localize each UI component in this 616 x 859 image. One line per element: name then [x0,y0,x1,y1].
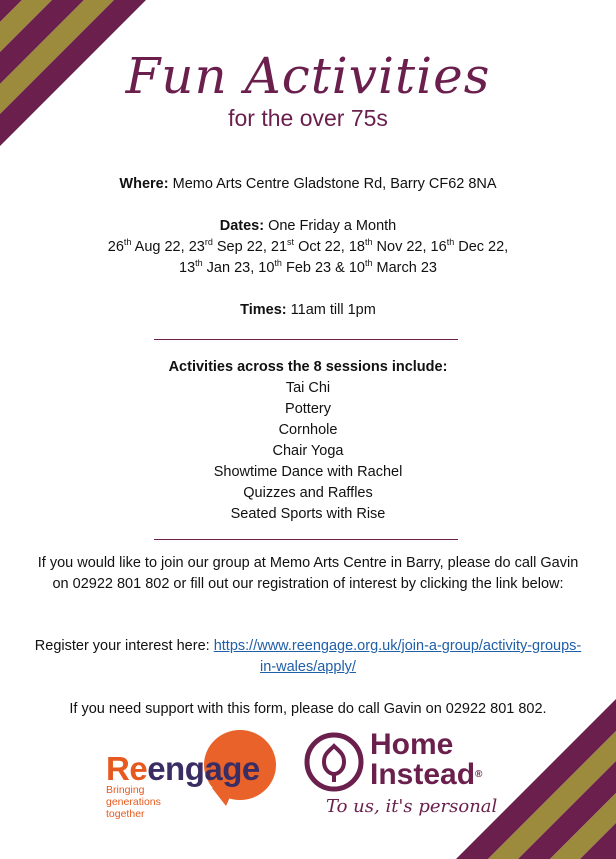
list-item: Chair Yoga [272,443,344,459]
list-item: Pottery [285,401,331,417]
times-line [0,300,616,321]
date-item: 16th Dec 22, [430,237,509,255]
activities-heading: Activities across the 8 sessions include: [168,359,448,375]
poster-header [0,46,616,132]
support-paragraph: If you need support with this form, please do call Gavin on 02922 801 802. [69,701,547,717]
date-item: 26th Aug 22, [107,237,189,255]
reengage-tagline: Bringing generations together [106,784,161,820]
home-instead-tagline: To us, it's personal [326,796,498,817]
activities-list [0,378,616,525]
date-item: 10th March 23 [348,258,437,276]
where-line [0,174,616,195]
home-instead-logo [304,730,524,830]
activities-section [0,357,616,525]
list-item: Seated Sports with Rise [230,506,386,522]
dates-list-line-2 [0,258,616,279]
dates-list-line-1 [0,237,616,258]
times-label: Times: [240,302,287,318]
dates-value: One Friday a Month [268,218,397,234]
times-value: 11am till 1pm [290,302,376,318]
join-paragraph: If you would like to join our group at Memo Arts Centre in Barry, please do call Gavin on 02922 801 802 or fill out our registration of interest by clicking the link below: [37,555,579,592]
tulip-icon [304,732,364,792]
list-item: Showtime Dance with Rachel [213,464,403,480]
register-paragraph [30,636,586,678]
poster-title: Fun Activities [125,47,491,105]
reengage-logo [104,728,284,828]
register-label: Register your interest here: [34,638,214,654]
date-item: 18th Nov 22, [348,237,431,255]
dates-label: Dates: [219,218,265,234]
where-value: Memo Arts Centre Gladstone Rd, Barry CF62 8NA [172,176,497,192]
list-item: Cornhole [278,422,338,438]
date-item: 23rd Sep 22, [188,237,271,255]
list-item: Tai Chi [285,380,331,396]
where-label: Where: [119,176,169,192]
dates-line [0,216,616,237]
home-instead-wordmark: Home Instead® [370,728,483,791]
poster-subtitle: for the over 75s [228,105,388,131]
register-link[interactable]: https://www.reengage.org.uk/join-a-group/activity-groups-in-wales/apply/ [213,638,582,675]
divider-top [154,339,458,340]
date-item: 21st Oct 22, [270,237,349,255]
divider-bottom [154,539,458,540]
date-item: 10th Feb 23 & [258,258,349,276]
reengage-wordmark: Reengage [106,750,260,787]
date-item: 13th Jan 23, [179,258,259,276]
list-item: Quizzes and Raffles [243,485,373,501]
dates-block [0,216,616,279]
speech-bubble-tail [212,788,234,806]
